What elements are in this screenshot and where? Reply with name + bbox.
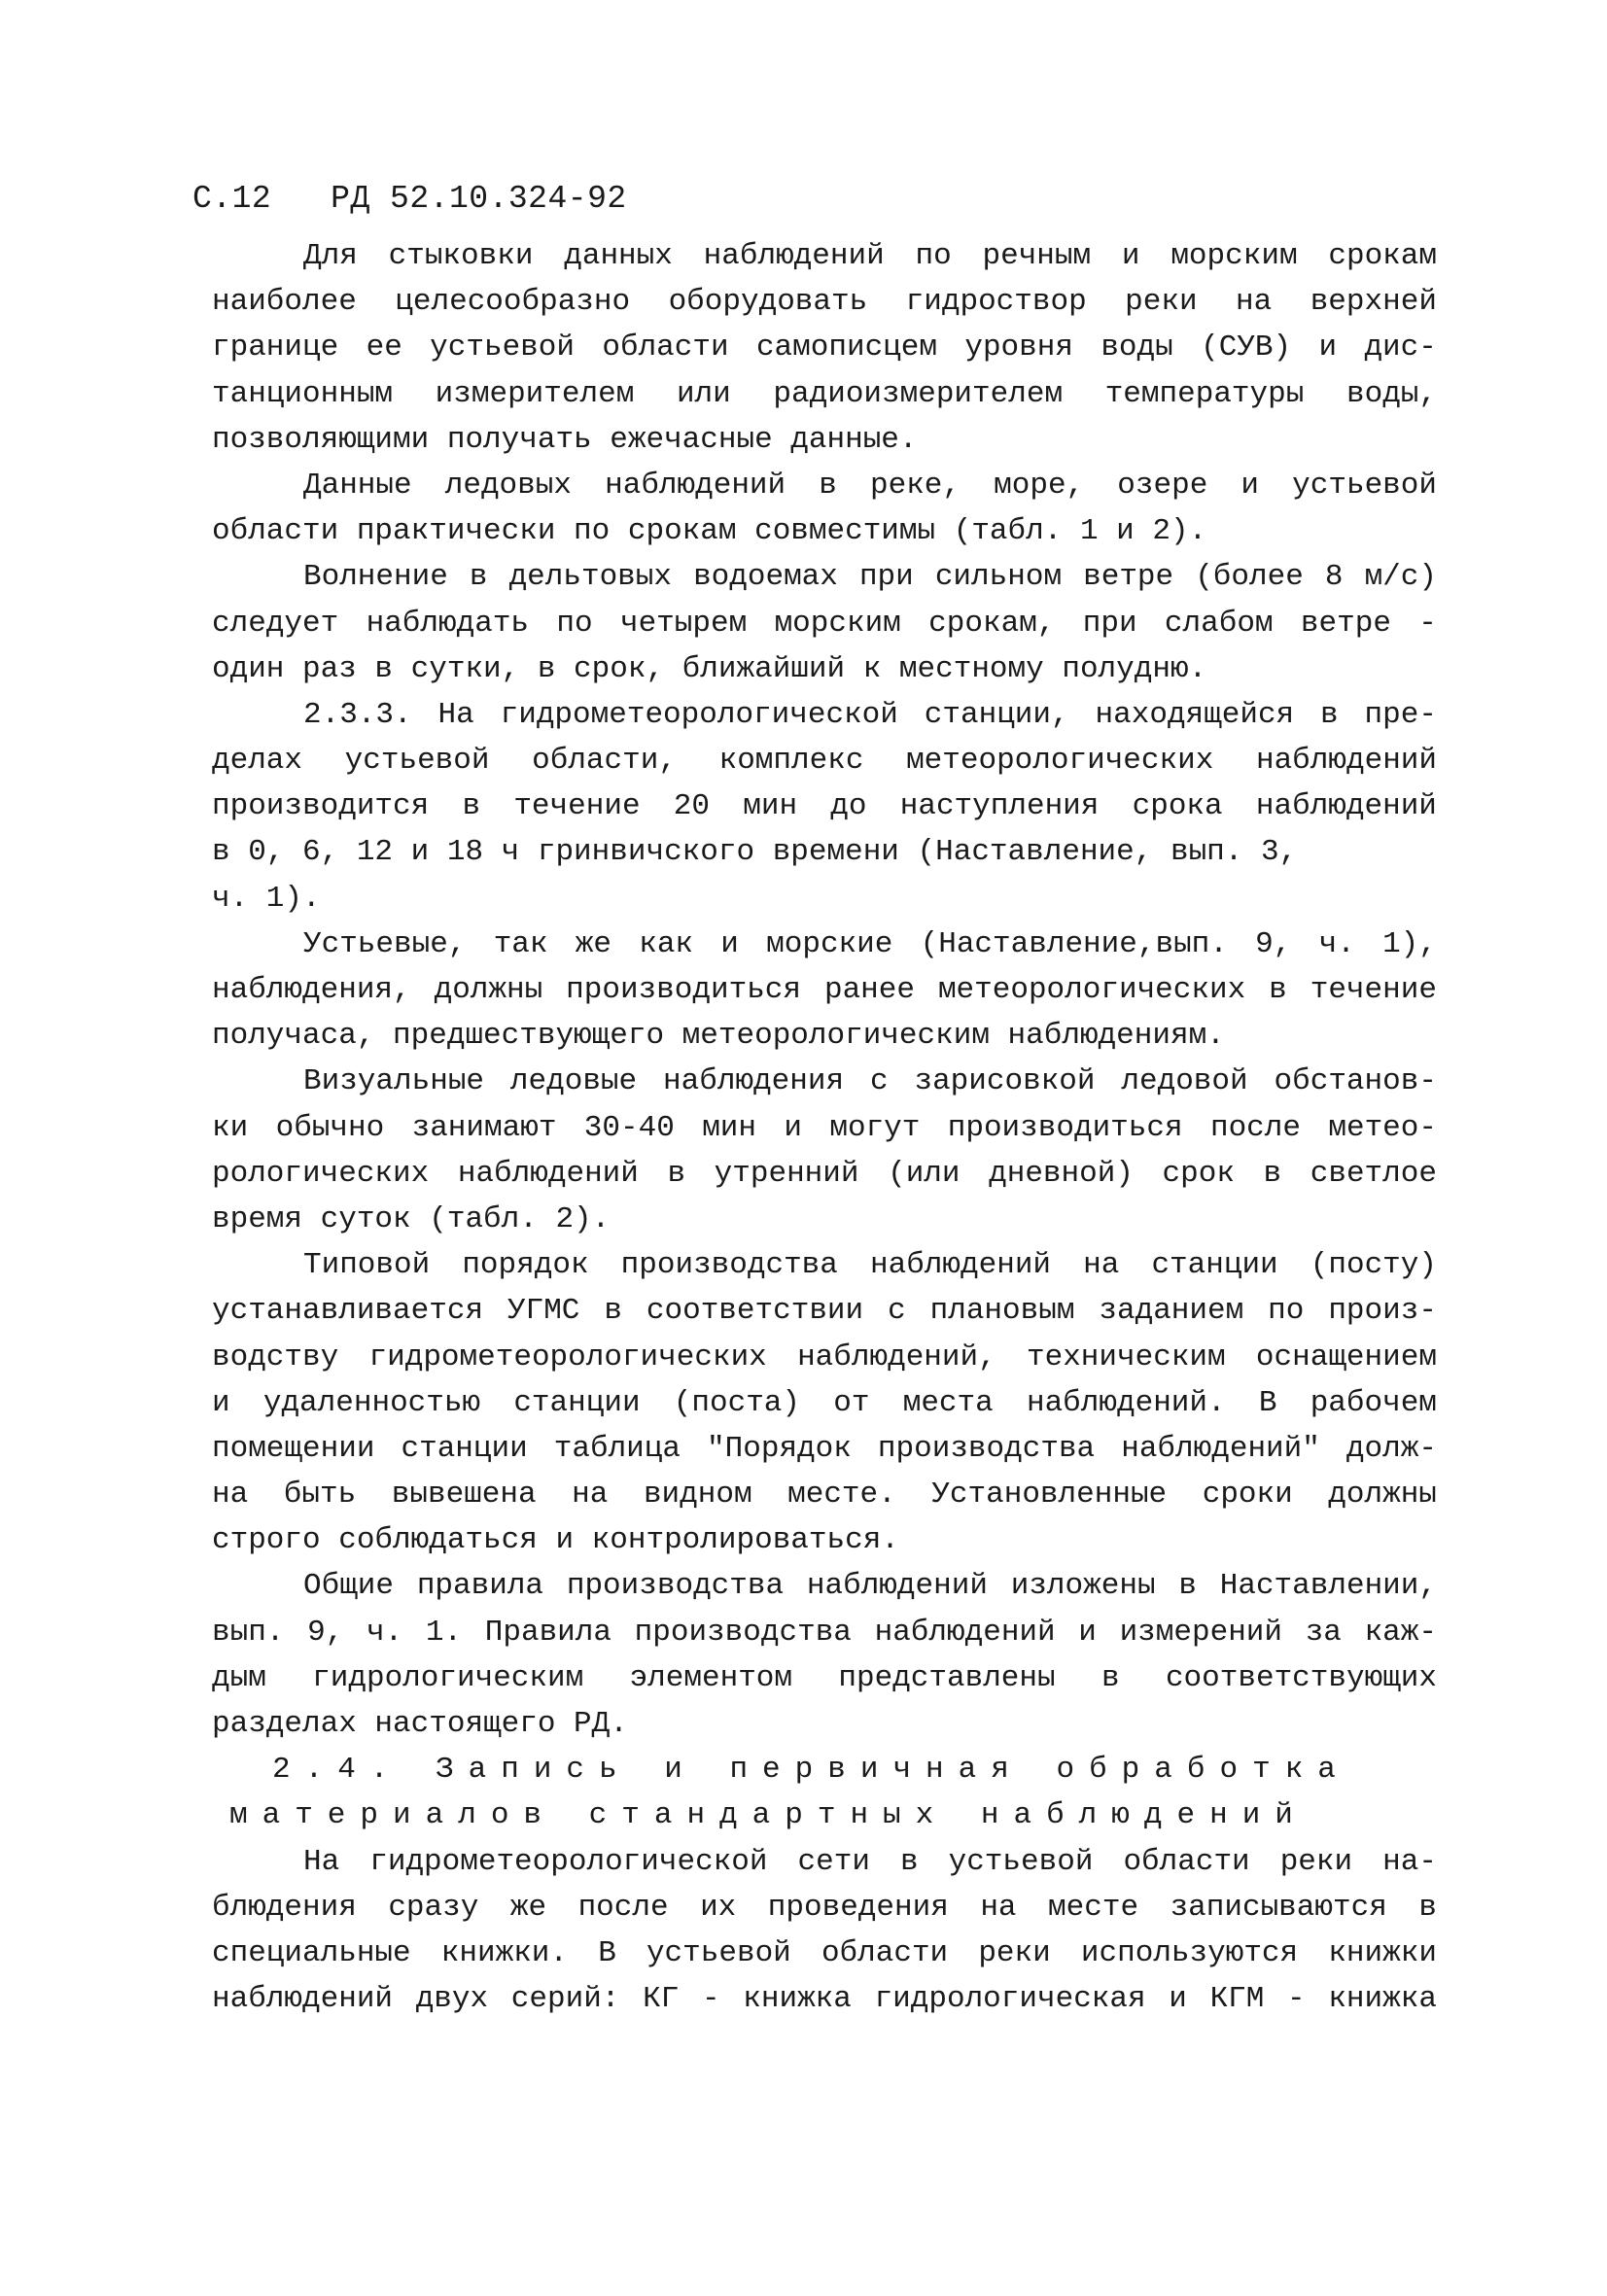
word: наблюдений (806, 1569, 988, 1604)
word: производиться (566, 973, 802, 1007)
text-line (212, 1426, 1437, 1472)
word: водству (212, 1339, 339, 1374)
word: Данные (303, 468, 412, 503)
page-header (192, 181, 627, 217)
word: с (888, 1294, 906, 1329)
word: гидрометеорологической (500, 697, 898, 732)
word: срокам (1328, 239, 1437, 273)
word: срока (1132, 789, 1223, 824)
word: наблюдений (874, 1615, 1056, 1650)
word: ветре (1083, 560, 1174, 595)
word: Правила (484, 1615, 611, 1650)
word: гидроствор (905, 285, 1087, 320)
text-line (212, 1655, 1437, 1701)
text-line (212, 1701, 1437, 1747)
word: наблюдений (212, 1982, 394, 2017)
word: сроки (1202, 1478, 1293, 1513)
text-line (212, 1931, 1437, 1976)
word: воды (1100, 330, 1173, 365)
word: и (1121, 239, 1140, 273)
line-text: строго соблюдаться и контролироваться. (212, 1523, 899, 1558)
word: Визуальные (303, 1064, 485, 1099)
word: Типовой (303, 1248, 431, 1283)
word: - (1287, 1982, 1306, 2017)
word: дым (212, 1660, 266, 1695)
word: (Наставление,вып. (920, 926, 1228, 961)
text-line (212, 1563, 1437, 1609)
word: В (598, 1935, 616, 1970)
word: метеорологических (906, 744, 1214, 779)
word: соответствии (646, 1294, 864, 1329)
word: порядок (462, 1248, 589, 1283)
text-line (212, 1151, 1437, 1197)
word: блюдения (212, 1890, 357, 1925)
text-line (212, 692, 1437, 738)
word: месте (1048, 1890, 1139, 1925)
word: вып. (212, 1615, 285, 1650)
word: (более (1195, 560, 1304, 595)
word: наблюдения, (212, 973, 411, 1007)
word: ветре (1300, 606, 1391, 641)
word: речным (982, 239, 1092, 273)
word: ки (212, 1110, 249, 1145)
word: с (869, 1064, 889, 1099)
word: удаленностью (262, 1385, 481, 1420)
word: ледовых (444, 468, 572, 503)
word: УГМС (507, 1294, 580, 1329)
text-line (212, 371, 1437, 417)
word: производиться (947, 1110, 1183, 1145)
text-line (212, 967, 1437, 1013)
text-line (212, 417, 1437, 463)
word: КГ (643, 1982, 680, 2017)
word: Установленные (931, 1478, 1168, 1513)
word: рологических (212, 1156, 430, 1191)
word: На (437, 697, 474, 732)
word: наиболее (212, 285, 357, 320)
word: гидрологическим (312, 1660, 584, 1695)
text-line (212, 325, 1437, 370)
word: в (899, 1844, 919, 1879)
word: на (1236, 285, 1273, 320)
word: на (1083, 1248, 1120, 1283)
text-line (212, 922, 1437, 967)
word: в (1418, 1890, 1437, 1925)
word: за (1305, 1615, 1342, 1650)
text-line (212, 646, 1437, 692)
word: мин (702, 1110, 756, 1145)
word: водоемах (693, 560, 838, 595)
word: и (784, 1110, 802, 1145)
word: Устьевые, (303, 926, 467, 961)
word: в (469, 560, 488, 595)
word: после (1209, 1110, 1301, 1145)
word: каж- (1364, 1615, 1437, 1650)
word: устьевой (344, 744, 490, 779)
word: устьевой (948, 1844, 1094, 1879)
word: - (1418, 606, 1437, 641)
word: (СУВ) (1201, 330, 1292, 365)
word: как (639, 926, 694, 961)
word: радиоизмерителем (773, 376, 1064, 411)
word: наблюдений (703, 239, 885, 273)
word: находящейся (1095, 697, 1295, 732)
word: производится (212, 789, 430, 824)
word: таблица (553, 1431, 681, 1466)
word: от (833, 1385, 870, 1420)
word: На (303, 1844, 340, 1879)
word: двух (415, 1982, 489, 2017)
word: мин (743, 789, 798, 824)
word: (или (888, 1156, 961, 1191)
word: 2.3.3. (303, 697, 412, 732)
document-code: РД 52.10.324-92 (331, 181, 627, 217)
word: занимают (411, 1110, 557, 1145)
line-text: материалов стандартных наблюдений (229, 1798, 1308, 1833)
word: производства (566, 1569, 785, 1604)
word: должны (1328, 1478, 1437, 1513)
word: изложены (1010, 1569, 1156, 1604)
word: наблюдения (663, 1064, 845, 1099)
word: по (556, 606, 593, 641)
word: области, (532, 744, 677, 779)
word: обычно (275, 1110, 385, 1145)
word: станции (513, 1385, 641, 1420)
word: после (577, 1890, 669, 1925)
word: В (1258, 1385, 1277, 1420)
word: ч. (366, 1615, 403, 1650)
word: области (821, 1935, 949, 1970)
word: книжки. (440, 1935, 569, 1970)
word: реки (978, 1935, 1051, 1970)
word: наблюдений (1255, 789, 1437, 824)
word: светлое (1310, 1156, 1437, 1191)
word: течение (513, 789, 641, 824)
word: ранее (823, 973, 915, 1007)
word: по (915, 239, 952, 273)
word: в (1100, 1660, 1120, 1695)
text-line (212, 1242, 1437, 1288)
word: быть (283, 1478, 357, 1513)
word: в (1263, 1156, 1282, 1191)
word: их (700, 1890, 737, 1925)
word: места (902, 1385, 994, 1420)
word: в (462, 789, 481, 824)
word: производства (877, 1431, 1096, 1466)
word: дневной) (989, 1156, 1134, 1191)
word: соответствующих (1165, 1660, 1437, 1695)
word: на (212, 1478, 249, 1513)
text-line (212, 829, 1437, 875)
word: делах (212, 744, 303, 779)
line-text: разделах настоящего РД. (212, 1707, 628, 1741)
word: наблюдений (1255, 744, 1437, 779)
word: сети (797, 1844, 870, 1879)
word: море, (994, 468, 1085, 503)
word: измерителем (435, 376, 635, 411)
word: 1. (425, 1615, 463, 1650)
text-line (212, 1472, 1437, 1517)
word: на (572, 1478, 609, 1513)
word: наблюдений, (797, 1339, 996, 1374)
word: и (1240, 468, 1260, 503)
word: устьевой (646, 1935, 791, 1970)
word: ее (366, 330, 402, 365)
line-text: позволяющими получать ежечасные данные. (212, 422, 918, 457)
word: танционным (212, 376, 394, 411)
page-number: С.12 (192, 181, 272, 217)
text-line (212, 1517, 1437, 1563)
word: следует (212, 606, 339, 641)
word: вывешена (391, 1478, 537, 1513)
text-line (212, 1013, 1437, 1059)
line-text: 2.4. Запись и первичная обработка (272, 1753, 1350, 1788)
word: месте. (787, 1478, 896, 1513)
word: рабочем (1310, 1385, 1437, 1420)
word: реке, (870, 468, 961, 503)
word: пре- (1364, 697, 1437, 732)
word: же (509, 1890, 547, 1925)
word: срок (1162, 1156, 1235, 1191)
word: ледовые (509, 1064, 638, 1099)
word: должны (434, 973, 543, 1007)
text-line (212, 233, 1437, 279)
word: представлены (838, 1660, 1056, 1695)
text-line (212, 1288, 1437, 1334)
word: границе (212, 330, 339, 365)
word: и (1169, 1982, 1187, 2017)
word: произ- (1328, 1294, 1437, 1329)
word: проведения (767, 1890, 949, 1925)
word: в (1178, 1569, 1197, 1604)
line-text: время суток (табл. 2). (212, 1201, 611, 1236)
word: в (667, 1156, 686, 1191)
word: и (212, 1385, 230, 1420)
word: техническим (1027, 1339, 1226, 1374)
word: срокам, (928, 606, 1056, 641)
word: "Порядок (707, 1431, 852, 1466)
word: по (1268, 1294, 1305, 1329)
word: области (602, 330, 729, 365)
word: станции (1151, 1248, 1278, 1283)
text-line (212, 554, 1437, 600)
section-heading-line (212, 1747, 1437, 1792)
word: ч. (1318, 926, 1355, 961)
word: сильном (934, 560, 1063, 595)
word: оснащением (1255, 1339, 1437, 1374)
line-text: в 0, 6, 12 и 18 ч гринвичского времени (Наставление, вып. 3, (212, 835, 1298, 870)
text-line (212, 508, 1437, 554)
word: помещении (212, 1431, 375, 1466)
word: при (1082, 606, 1137, 641)
word: стыковки (388, 239, 534, 273)
word: производства (634, 1615, 852, 1650)
line-text: области практически по срокам совместимы (табл. 1 и 2). (212, 514, 1207, 549)
word: (посту) (1310, 1248, 1437, 1283)
text-line (212, 738, 1437, 783)
word: озере (1117, 468, 1208, 503)
word: гидрометеорологических (368, 1339, 767, 1374)
word: используются (1080, 1935, 1299, 1970)
text-line (212, 463, 1437, 508)
word: Для (303, 239, 358, 273)
text-line (212, 1105, 1437, 1151)
text-line (212, 1885, 1437, 1931)
word: м/с) (1364, 560, 1437, 595)
word: правила (416, 1569, 544, 1604)
word: устьевой (1292, 468, 1437, 503)
word: заданием (1099, 1294, 1244, 1329)
word: серий: (510, 1982, 620, 2017)
word: (поста) (673, 1385, 801, 1420)
word: книжка (743, 1982, 852, 2017)
word: долж- (1345, 1431, 1437, 1466)
word: устанавливается (212, 1294, 484, 1329)
word: в (1269, 973, 1287, 1007)
word: реки (1279, 1844, 1353, 1879)
word: производства (620, 1248, 838, 1283)
text-line (212, 1610, 1437, 1655)
word: оборудовать (668, 285, 868, 320)
text-line (212, 876, 1437, 922)
word: в (604, 1294, 622, 1329)
word: четырем (619, 606, 748, 641)
word: на- (1382, 1844, 1437, 1879)
word: наблюдений (870, 1248, 1052, 1283)
word: при (858, 560, 914, 595)
word: 9, (307, 1615, 344, 1650)
word: морские (766, 926, 893, 961)
word: целесообразно (395, 285, 631, 320)
word: и (1318, 330, 1338, 365)
word: метео- (1328, 1110, 1437, 1145)
word: могут (829, 1110, 921, 1145)
word: до (830, 789, 867, 824)
word: области (1123, 1844, 1250, 1879)
word: или (676, 376, 731, 411)
word: и (720, 926, 739, 961)
word: слабом (1164, 606, 1274, 641)
body-text (212, 233, 1437, 2022)
word: на (980, 1890, 1017, 1925)
word: же (575, 926, 611, 961)
word: измерений (1119, 1615, 1283, 1650)
word: 9, (1255, 926, 1292, 961)
word: книжки (1328, 1935, 1437, 1970)
word: в (1320, 697, 1339, 732)
word: плановым (929, 1294, 1075, 1329)
word: 20 (673, 789, 711, 824)
word: гидрологическая (874, 1982, 1146, 2017)
word: 1), (1382, 926, 1437, 961)
word: - (701, 1982, 720, 2017)
word: обстанов- (1274, 1064, 1437, 1099)
word: метеорологических (937, 973, 1246, 1007)
word: ледовой (1121, 1064, 1248, 1099)
word: Общие (303, 1569, 395, 1604)
word: зарисовкой (914, 1064, 1096, 1099)
word: морским (774, 606, 901, 641)
word: реки (1125, 285, 1198, 320)
word: записываются (1170, 1890, 1387, 1925)
word: температуры (1104, 376, 1305, 411)
word: так (493, 926, 548, 961)
word: сразу (388, 1890, 479, 1925)
word: видном (643, 1478, 752, 1513)
word: элементом (629, 1660, 793, 1695)
word: комплекс (718, 744, 864, 779)
word: Волнение (303, 560, 448, 595)
text-line (212, 1976, 1437, 2022)
word: и (1078, 1615, 1097, 1650)
text-line (212, 1839, 1437, 1885)
word: 8 (1324, 560, 1344, 595)
word: наблюдений. (1026, 1385, 1226, 1420)
word: верхней (1310, 285, 1437, 320)
word: наступления (899, 789, 1100, 824)
word: книжка (1328, 1982, 1437, 2017)
word: наблюдений (605, 468, 786, 503)
word: самописцем (755, 330, 937, 365)
line-text: ч. 1). (212, 881, 321, 916)
line-text: получаса, предшествующего метеорологическим наблюдениям. (212, 1019, 1225, 1054)
word: 30-40 (583, 1110, 675, 1145)
section-heading-line (212, 1792, 1437, 1838)
word: в (819, 468, 837, 503)
word: наблюдений" (1121, 1431, 1320, 1466)
word: станции (401, 1431, 528, 1466)
word: уровня (964, 330, 1073, 365)
word: гидрометеорологической (369, 1844, 768, 1879)
text-line (212, 279, 1437, 325)
text-line (212, 1335, 1437, 1380)
word: дис- (1364, 330, 1437, 365)
word: данных (564, 239, 673, 273)
word: дельтовых (508, 560, 672, 595)
text-line (212, 1380, 1437, 1426)
word: Наставлении, (1219, 1569, 1437, 1604)
text-line (212, 601, 1437, 646)
text-line (212, 1059, 1437, 1104)
word: морским (1170, 239, 1298, 273)
word: устьевой (430, 330, 575, 365)
word: воды, (1345, 376, 1437, 411)
word: течение (1310, 973, 1437, 1007)
word: наблюдений (457, 1156, 639, 1191)
word: специальные (212, 1935, 411, 1970)
line-text: один раз в сутки, в срок, ближайший к местному полудню. (212, 651, 1207, 686)
text-line (212, 783, 1437, 829)
word: утренний (714, 1156, 859, 1191)
word: КГМ (1209, 1982, 1265, 2017)
word: наблюдать (366, 606, 530, 641)
word: станции, (924, 697, 1069, 732)
text-line (212, 1197, 1437, 1242)
